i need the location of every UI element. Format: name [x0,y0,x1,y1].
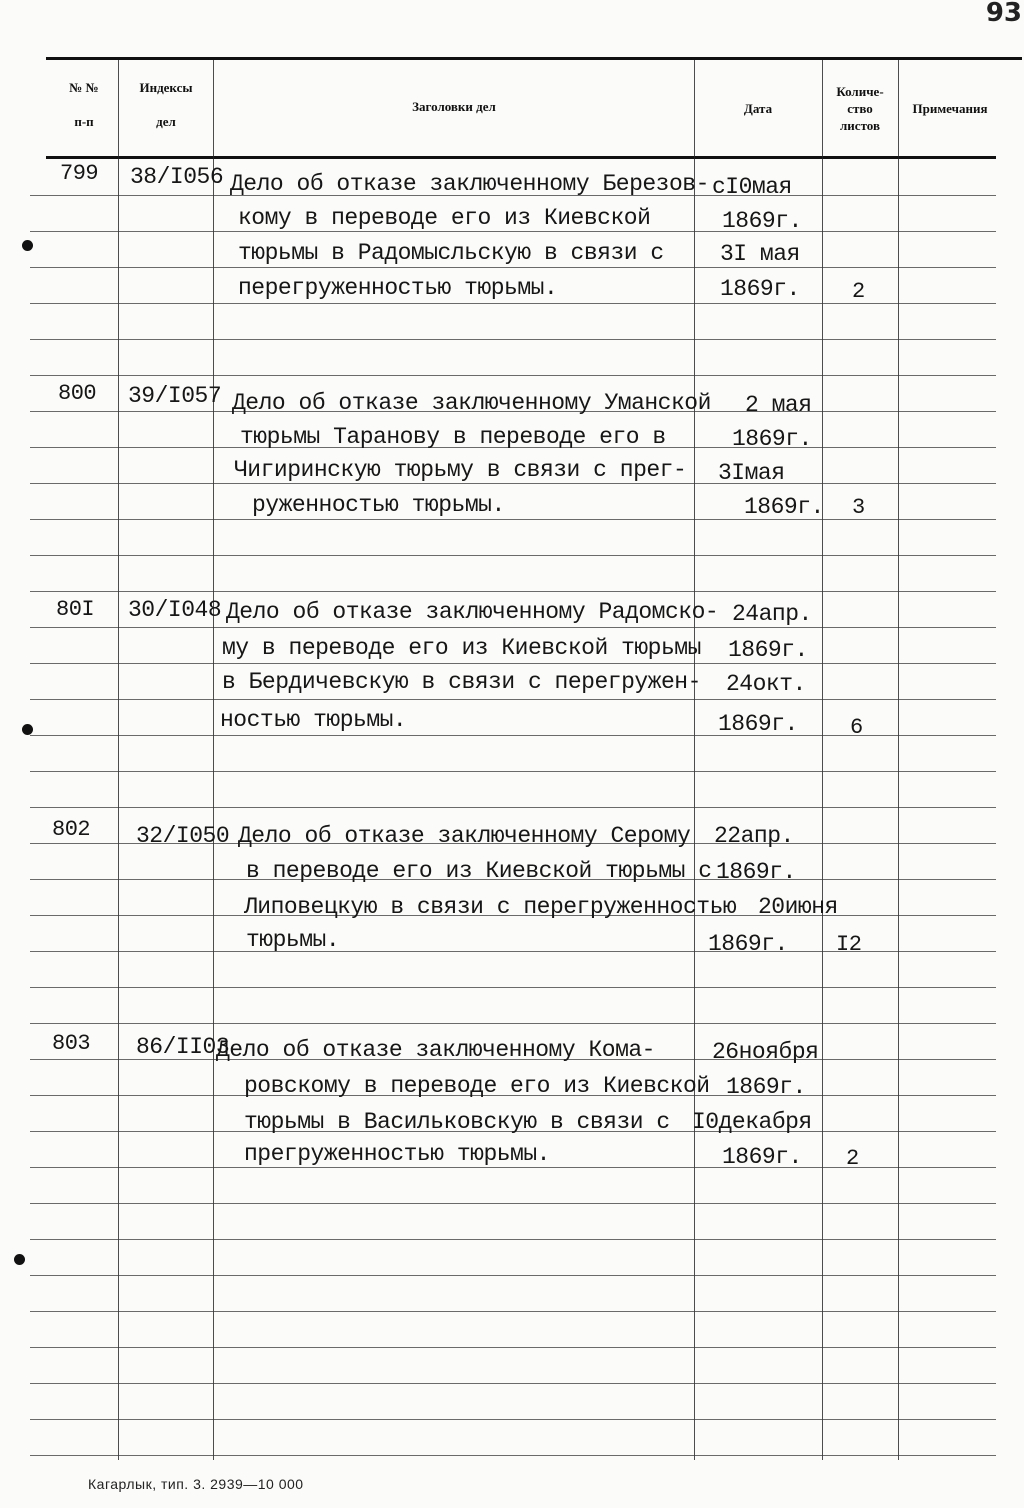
record-title-line: Липовецкую в связи с перегруженностью [244,894,737,920]
record-title-line: Дело об отказе заключенному Березов- [230,171,709,197]
header-index-line2: дел [156,114,176,129]
record-date-line: 24апр. [732,601,812,627]
record-index: 30/I048 [128,597,222,623]
header-number-line1: № № [69,80,99,95]
record-date-line: 1869г. [732,426,812,452]
header-number-line2: п-п [74,114,94,129]
record-title-line: руженностью тюрьмы. [252,492,505,518]
record-date-line: I0декабря [692,1109,812,1135]
table-top-rule [46,57,1022,60]
record-index: 32/I050 [136,823,230,849]
record-title-line: перегруженностью тюрьмы. [238,275,558,301]
record-sheet-count: 6 [850,715,863,740]
ruled-line [30,375,996,376]
record-title-line: Дело об отказе заключенному Уманской [232,390,711,416]
record-date-line: 3I мая [720,241,800,267]
record-title-line: Чигиринскую тюрьму в связи с прег- [234,457,687,483]
record-title-line: ностью тюрьмы. [220,707,407,733]
header-date: Дата [743,101,773,116]
header-sheets-line3: листов [840,118,880,133]
ruled-line [30,1347,996,1348]
record-title-line: тюрьмы Таранову в переводе его в [240,424,666,450]
ruled-line [30,1275,996,1276]
page-number: 93 [985,0,1022,28]
record-title-line: кому в переводе его из Киевской [238,205,651,231]
record-title-line: ровскому в переводе его из Киевской [244,1073,710,1099]
record-date-line: 2 мая [745,392,812,418]
record-title-line: в переводе его из Киевской тюрьмы с [246,858,712,884]
record-title-line: Дело об отказе заключенному Радомско- [226,599,719,625]
header-sheets-line2: ство [847,101,873,116]
record-title-line: тюрьмы в Васильковскую в связи с [244,1109,670,1135]
record-date-line: 3Iмая [718,460,785,486]
record-date-line: 20июня [758,894,838,920]
record-title-line: тюрьмы в Радомысльскую в связи с [238,240,664,266]
ruled-line [30,1455,996,1456]
record-date-line: 1869г. [708,931,788,957]
ruled-line [30,1203,996,1204]
column-divider [694,60,695,1460]
record-number: 800 [58,381,97,406]
record-date-line: 1869г. [728,637,808,663]
record-date-line: 22апр. [714,823,794,849]
binding-hole [22,724,33,735]
binding-hole [14,1254,25,1265]
ruled-line [30,771,996,772]
ruled-line [30,555,996,556]
record-sheet-count: I2 [836,932,862,957]
record-title-line: прегруженностью тюрьмы. [244,1141,550,1167]
record-date-line: 26ноября [712,1039,819,1065]
header-titles: Заголовки дел [412,99,496,114]
record-date-line: 1869г. [720,276,800,302]
record-number: 802 [52,817,91,842]
record-index: 39/I057 [128,383,222,409]
ruled-line [30,267,996,268]
record-date-line: сI0мая [712,174,792,200]
ruled-line [30,1383,996,1384]
record-date-line: 1869г. [718,711,798,737]
column-divider [118,60,119,1460]
record-sheet-count: 3 [852,495,865,520]
record-title-line: тюрьмы. [246,927,340,953]
record-title-line: Дело об отказе заключенному Кома- [216,1037,655,1063]
ruled-line [30,807,996,808]
ruled-line [30,339,996,340]
record-title-line: Дело об отказе заключенному Серому [238,823,691,849]
record-date-line: 1869г. [722,208,802,234]
record-sheet-count: 2 [846,1146,859,1171]
record-title-line: му в переводе его из Киевской тюрьмы [222,635,701,661]
ruled-line [30,1023,996,1024]
record-date-line: 24окт. [726,671,806,697]
ruled-line [30,663,996,664]
ruled-line [30,1311,996,1312]
record-number: 799 [60,161,99,186]
ruled-line [30,1419,996,1420]
header-sheets-line1: Количе- [836,84,884,99]
ruled-line [30,699,996,700]
column-divider [898,60,899,1460]
column-divider [822,60,823,1460]
header-notes: Примечания [912,101,988,116]
record-index: 86/II03 [136,1034,230,1060]
record-number: 80I [56,597,95,622]
column-divider [213,60,214,1460]
record-index: 38/I056 [130,164,224,190]
printer-imprint: Кагарлык, тип. 3. 2939—10 000 [88,1476,304,1492]
binding-hole [22,240,33,251]
record-date-line: 1869г. [722,1144,802,1170]
header-bottom-rule [46,156,996,159]
record-sheet-count: 2 [852,279,865,304]
ruled-line [30,627,996,628]
ruled-line [30,1239,996,1240]
record-title-line: в Бердичевскую в связи с перегружен- [222,669,701,695]
record-number: 803 [52,1031,91,1056]
header-index-line1: Индексы [139,80,193,95]
ruled-line [30,591,996,592]
record-date-line: 1869г. [744,494,824,520]
record-date-line: 1869г. [726,1074,806,1100]
ruled-line [30,987,996,988]
record-date-line: 1869г. [716,859,796,885]
